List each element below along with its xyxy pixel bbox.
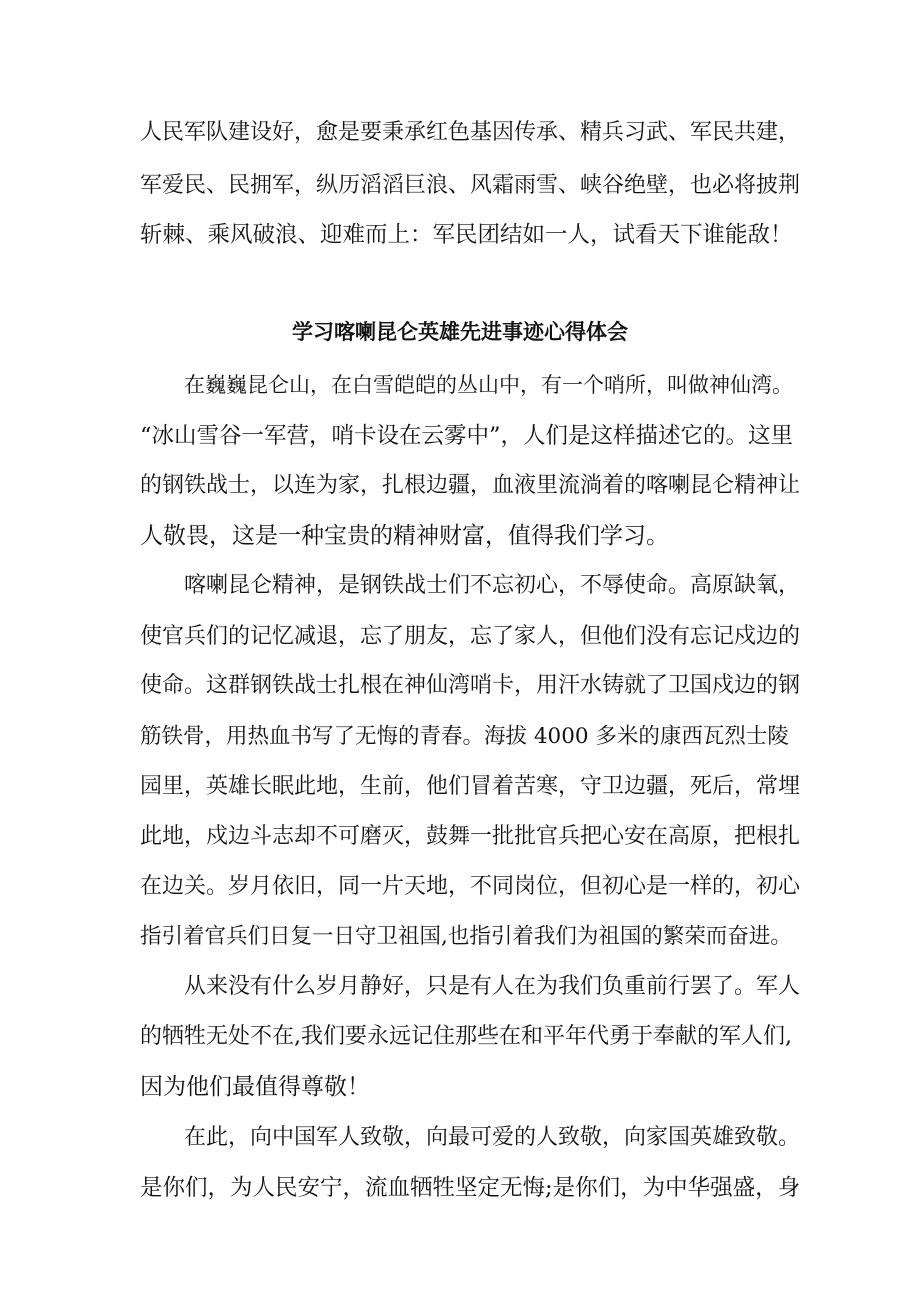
paragraph-line: 指引着官兵们日复一日守卫祖国,也指引着我们为祖国的繁荣而奋进。 <box>140 924 792 949</box>
paragraph-line: 从来没有什么岁月静好，只是有人在为我们负重前行罢了。军人 <box>184 974 800 999</box>
paragraph-line: 使官兵们的记忆减退，忘了朋友，忘了家人，但他们没有忘记戍边的 <box>140 624 800 649</box>
paragraph-line: 的牺牲无处不在,我们要永远记住那些在和平年代勇于奉献的军人们, <box>140 1024 792 1049</box>
paragraph-line: “冰山雪谷一军营，哨卡设在云雾中”，人们是这样描述它的。这里 <box>140 423 794 449</box>
paragraph-line: 园里，英雄长眠此地，生前，他们冒着苦寒，守卫边疆，死后，常埋 <box>140 774 800 799</box>
paragraph-line: 在巍巍昆仑山，在白雪皑皑的丛山中，有一个哨所，叫做神仙湾。 <box>184 373 793 397</box>
paragraph-line: 此地，戍边斗志却不可磨灭，鼓舞一批批官兵把心安在高原，把根扎 <box>140 824 800 849</box>
paragraph-line: 人敬畏，这是一种宝贵的精神财富，值得我们学习。 <box>140 523 669 549</box>
paragraph-line: 喀喇昆仑精神，是钢铁战士们不忘初心，不辱使命。高原缺氧， <box>184 573 800 598</box>
intro-line: 斩棘、乘风破浪、迎难而上：军民团结如一人，试看天下谁能敌！ <box>140 222 793 248</box>
paragraph-line: 在此，向中国军人致敬，向最可爱的人致敬，向家国英雄致敬。 <box>184 1125 800 1150</box>
paragraph-line: 在边关。岁月依旧，同一片天地，不同岗位，但初心是一样的，初心 <box>140 874 800 899</box>
paragraph-line: 因为他们最值得尊敬！ <box>140 1074 370 1100</box>
paragraph-line: 的钢铁战士，以连为家，扎根边疆，血液里流淌着的喀喇昆仑精神让 <box>140 473 800 498</box>
paragraph-line: 筋铁骨，用热血书写了无悔的青春。海拔 4000 多米的康西瓦烈士陵 <box>140 724 789 749</box>
document-title: 学习喀喇昆仑英雄先进事迹心得体会 <box>292 320 628 344</box>
paragraph-line: 是你们，为人民安宁，流血牺牲坚定无悔;是你们，为中华强盛，身 <box>140 1175 800 1201</box>
paragraph-line: 使命。这群钢铁战士扎根在神仙湾哨卡，用汗水铸就了卫国戍边的钢 <box>140 673 800 698</box>
intro-line: 军爱民、民拥军，纵历滔滔巨浪、风霜雨雪、峡谷绝壁，也必将披荆 <box>140 173 800 198</box>
intro-line: 人民军队建设好，愈是要秉承红色基因传承、精兵习武、军民共建， <box>140 120 800 145</box>
